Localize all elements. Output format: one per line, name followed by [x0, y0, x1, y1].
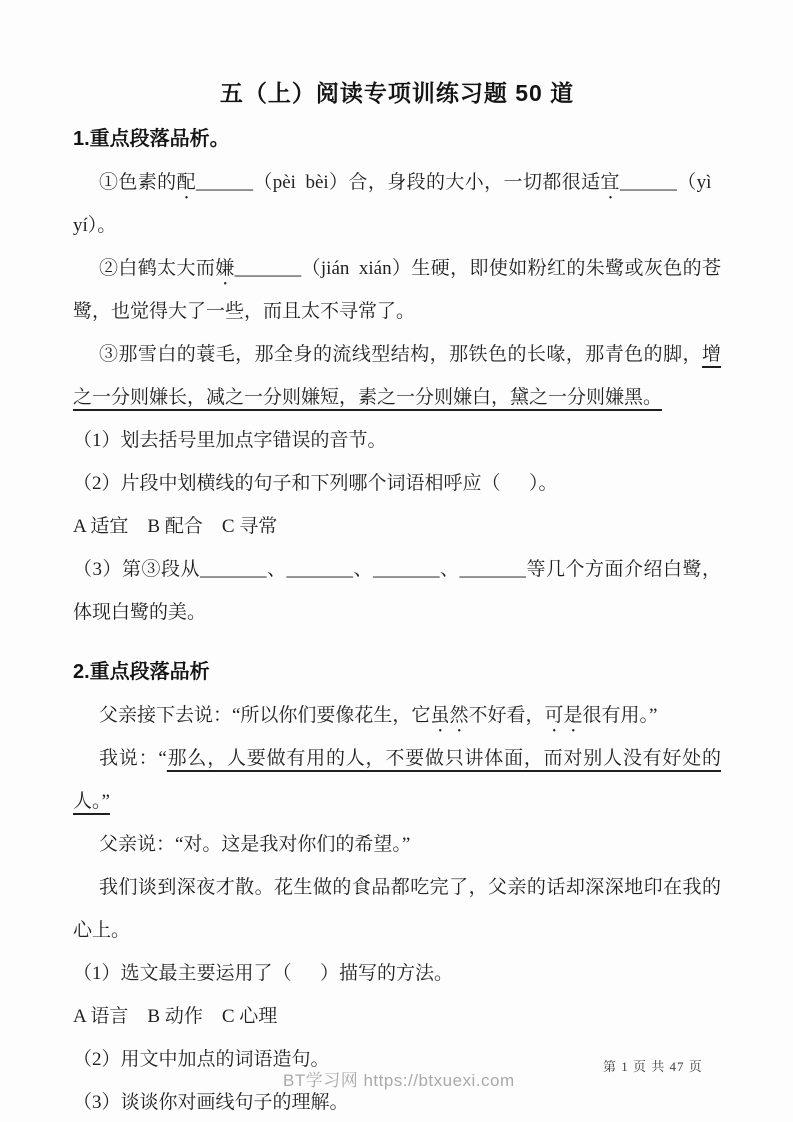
dotted-word: 可是	[544, 705, 583, 726]
section1-question-3: （3）第③段从_______、_______、_______、_______等几个方面介绍白鹭，体现白鹭的美。	[73, 559, 721, 623]
text-segment: 很有用。”	[582, 705, 658, 726]
section2-passage-line-4: 我们谈到深夜才散。花生做的食品都吃完了，父亲的话却深深地印在我的心上。	[73, 877, 721, 941]
section1-passage-line-2	[73, 247, 721, 333]
dotted-character: 宜	[600, 172, 620, 193]
text-segment-with-blank: ______（pèi bèi）合，身段的大小，一切都很适	[195, 172, 601, 193]
text-segment: ①色素的	[99, 172, 177, 193]
section1-question-1: （1）划去括号里加点字错误的音节。	[73, 430, 387, 451]
section1-options: A 适宜 B 配合 C 寻常	[73, 516, 278, 537]
section2-heading: 2.重点段落品析	[73, 661, 210, 683]
text-segment: 不好看，	[468, 705, 545, 726]
section1-heading: 1.重点段落品析。	[73, 128, 230, 150]
section2-question-3: （3）谈谈你对画线句子的理解。	[73, 1092, 349, 1113]
section2-passage-line-1	[73, 694, 721, 737]
section2-options: A 语言 B 动作 C 心理	[73, 1006, 278, 1027]
section1-passage-line-3	[73, 333, 721, 419]
page-content	[73, 76, 721, 1122]
text-segment: ③那雪白的蓑毛，那全身的流线型结构，那铁色的长喙，那青色的脚，	[99, 344, 702, 365]
section2-passage-line-3: 父亲说：“对。这是我对你们的希望。”	[99, 834, 411, 855]
page-title: 五（上）阅读专项训练习题 50 道	[219, 80, 575, 106]
underlined-sentence: 增之一分则嫌长，减之一分则嫌短，素之一分则嫌白，黛之一分则嫌黑。	[73, 344, 721, 408]
section1-question-2: （2）片段中划横线的句子和下列哪个词语相呼应（ ）。	[73, 473, 558, 494]
text-segment-with-blank: ______（yì yí）。	[73, 172, 721, 236]
underlined-sentence: 那么，人要做有用的人，不要做只讲体面，而对别人没有好处的人。”	[73, 748, 721, 812]
dotted-character: 嫌	[215, 258, 235, 279]
dotted-character: 配	[176, 172, 196, 193]
page-number-indicator: 第 1 页 共 47 页	[603, 1059, 703, 1074]
section2-passage-line-2	[73, 737, 721, 823]
site-watermark: BT学习网 https://btxuexi.com	[283, 1071, 515, 1090]
text-segment: ②白鹤太大而	[99, 258, 216, 279]
text-segment: 父亲接下去说：“所以你们要像花生，它	[99, 705, 431, 726]
text-segment: 我说：“	[99, 748, 167, 769]
dotted-word: 虽然	[430, 705, 469, 726]
section2-question-2: （2）用文中加点的词语造句。	[73, 1049, 330, 1070]
section2-question-1: （1）选文最主要运用了（ ）描写的方法。	[73, 963, 454, 984]
text-segment-with-blank: _______（jián xián）生硬，即使如粉红的朱鹭或灰色的苍鹭，也觉得大了一些，而且太不寻常了。	[73, 258, 721, 322]
section1-passage-line-1	[73, 161, 721, 247]
